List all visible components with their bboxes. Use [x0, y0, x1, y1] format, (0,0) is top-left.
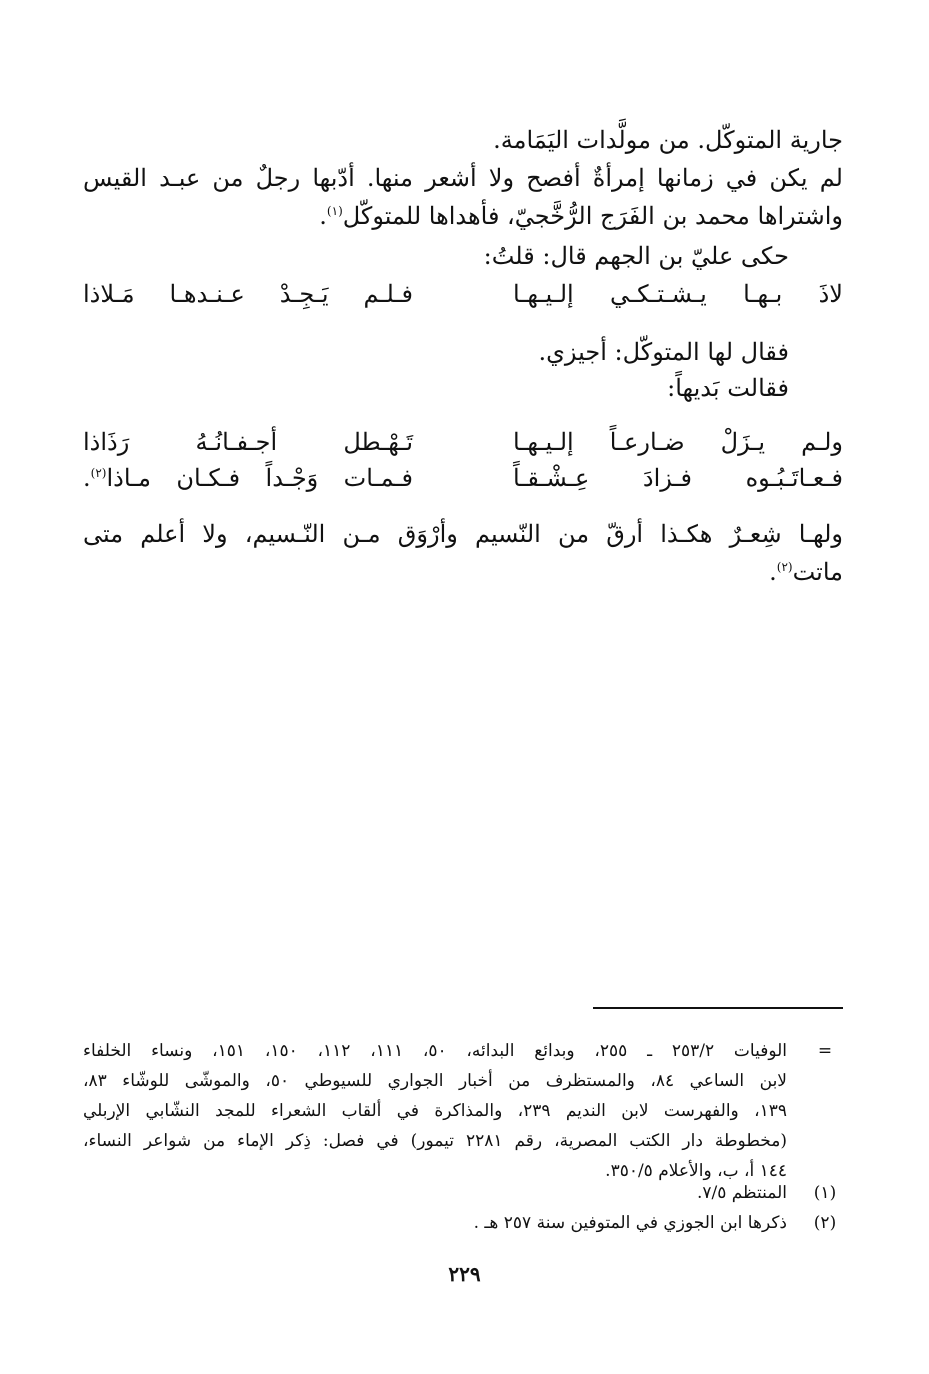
text-line-1-content: جارية المتوكّل. من مولَّدات اليَمَامة.: [493, 126, 843, 154]
text-line-4: [83, 236, 789, 276]
footnote-1-marker: (١): [813, 1183, 837, 1203]
verse-3-second-text: فـمـات وَجْـداً فـكـان مـاذا: [106, 464, 413, 492]
verse-3: [83, 458, 843, 498]
footnote-2: [83, 1208, 843, 1238]
text-line-5-content: فقال لها المتوكّل: أجيزي.: [538, 338, 789, 366]
verse-1-first-hemistich: لاذَ بـهـا يـشـتـكـي إلـيـهـا: [513, 280, 843, 308]
page-number: ٢٢٩: [448, 1262, 481, 1286]
text-line-1: [83, 120, 843, 160]
footnote-continued-line-5: ١٤٤ أ، ب، والأعلام ٣٥٠/٥.: [605, 1161, 787, 1181]
verse-1: [83, 274, 843, 314]
verse-3-first-hemistich: فـعـاتَـبُـوه فـزادَ عِـشْـقـاً: [513, 464, 843, 492]
text-line-3: [83, 196, 843, 236]
text-line-6: [83, 368, 789, 408]
text-line-5: [83, 332, 789, 372]
text-line-8-end: .: [769, 558, 777, 586]
text-line-7: [83, 514, 843, 554]
text-line-8: [83, 552, 843, 592]
footnote-continued-line-4: (مخطوطة دار الكتب المصرية، رقم ٢٢٨١ تيمور) في فصل: ذِكر الإماء من شواعر النساء،: [83, 1131, 787, 1151]
text-line-2: [83, 158, 843, 198]
text-line-7-content: ولهـا شِعـرٌ هكـذا أرقّ من النّسيم وأرْوَق مـن النّـسيم، ولا أعلم متى: [83, 520, 843, 548]
verse-3-end: .: [83, 464, 91, 492]
text-line-3-content: واشتراها محمد بن الفَرَج الرُّخَّجيّ، فأهداها للمتوكّل: [342, 202, 843, 230]
footnote-2-marker: (٢): [813, 1213, 837, 1233]
verse-1-second-hemistich: فـلـم يَـجِـدْ عـنـدهـا مَـلاذا: [83, 280, 413, 308]
footnote-ref-3[interactable]: (٢): [776, 560, 793, 574]
verse-2-first-hemistich: ولـم يـزَلْ ضـارعـاً إلـيـهـا: [513, 428, 843, 456]
verse-2: [83, 422, 843, 462]
footnote-continued-line-2: لابن الساعي ٨٤، والمستظرف من أخبار الجواري للسيوطي ٥٠، والموشّى للوشّاء ٨٣،: [83, 1071, 787, 1091]
text-line-6-content: فقالت بَديهاً:: [667, 374, 789, 402]
footnote-continued-marker: =: [817, 1041, 833, 1061]
footnote-2-text: ذكرها ابن الجوزي في المتوفين سنة ٢٥٧ هـ .: [473, 1213, 787, 1233]
footnote-continued-line-1: الوفيات ٢٥٣/٢ ـ ٢٥٥، وبدائع البدائه، ٥٠، ١١١، ١١٢، ١٥٠، ١٥١، ونساء الخلفاء: [83, 1041, 788, 1061]
text-line-2-content: لم يكن في زمانها إمرأةٌ أفصح ولا أشعر منها. أدّبها رجلٌ من عبـد القيس: [83, 164, 843, 192]
footnote-1-text: المنتظم ٧/٥.: [696, 1183, 787, 1203]
verse-2-second-hemistich: تَـهْـطل أجـفـانُـهُ رَذَاذا: [83, 428, 413, 456]
footnote-continued: [83, 1036, 843, 1186]
text-line-8-content: ماتت: [792, 558, 843, 586]
text-line-4-content: حكى عليّ بن الجهم قال: قلتُ:: [483, 242, 789, 270]
footnote-ref-1[interactable]: (١): [326, 204, 343, 218]
text-line-3-end: .: [319, 202, 327, 230]
verse-3-second-hemistich: [83, 458, 413, 498]
footnote-separator: [593, 1007, 843, 1009]
footnote-continued-line-3: ١٣٩، والفهرست لابن النديم ٢٣٩، والمذاكرة في ألقاب الشعراء للمجد النشّابي الإربلي: [83, 1101, 787, 1121]
footnote-1: [83, 1178, 843, 1208]
footnote-ref-2[interactable]: (٢): [90, 466, 107, 480]
